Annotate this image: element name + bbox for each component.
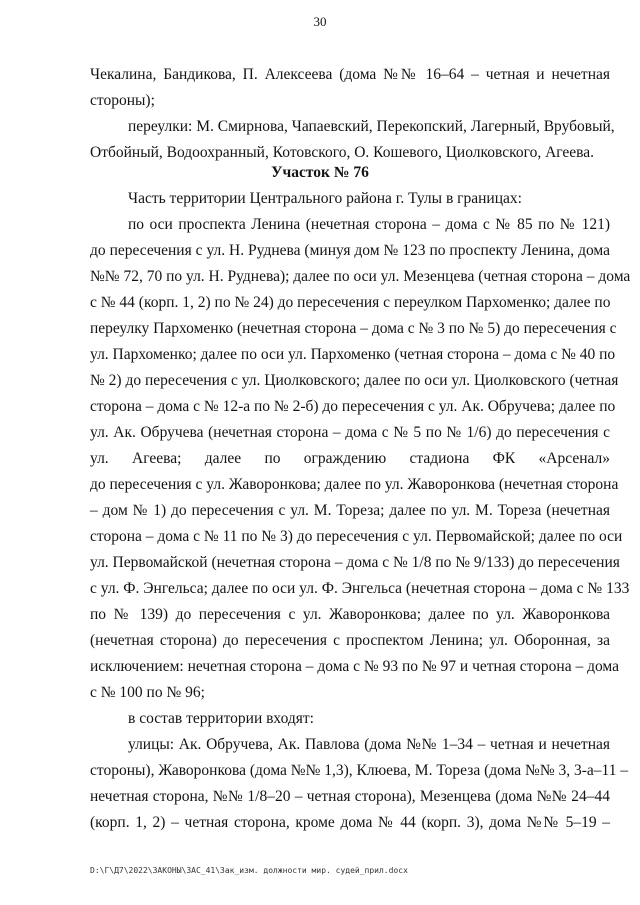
text-line: сторона – дома с № 11 по № 3) до пересечения с ул. Первомайской; далее по оси (90, 528, 623, 545)
text-line: до пересечения с ул. Жаворонкова; далее по ул. Жаворонкова (нечетная сторона (90, 476, 619, 493)
text-line: ул. Ак. Обручева (нечетная сторона – дома с № 5 по № 1/6) до пересечения с (90, 424, 610, 441)
text-line: в состав территории входят: (128, 710, 314, 727)
text-line: нечетная сторона, №№ 1/8–20 – четная сторона), Мезенцева (дома №№ 24–44 (90, 788, 610, 805)
text-line: ул. Агеева; далее по ограждению стадиона ФК «Арсенал» (90, 450, 610, 467)
text-line: №№ 72, 70 по ул. Н. Руднева); далее по оси ул. Мезенцева (четная сторона – дома (90, 268, 631, 285)
section-heading: Участок № 76 (271, 164, 369, 181)
text-line: Чекалина, Бандикова, П. Алексеева (дома №№ 16–64 – четная и нечетная (90, 66, 610, 83)
text-line: ул. Пархоменко; далее по оси ул. Пархоменко (четная сторона – дома с № 40 по (90, 346, 616, 363)
text-line: с № 100 по № 96; (90, 684, 205, 701)
text-line: стороны); (90, 92, 155, 109)
text-line: с ул. Ф. Энгельса; далее по оси ул. Ф. Энгельса (нечетная сторона – дома с № 133 (90, 580, 630, 597)
text-line: Отбойный, Водоохранный, Котовского, О. Кошевого, Циолковского, Агеева. (90, 144, 595, 161)
text-line: – дом № 1) до пересечения с ул. М. Тореза; далее по ул. М. Тореза (нечетная (90, 502, 610, 519)
text-line: сторона – дома с № 12-а по № 2-б) до пересечения с ул. Ак. Обручева; далее по (90, 398, 616, 415)
text-line: стороны), Жаворонкова (дома №№ 1,3), Клюева, М. Тореза (дома №№ 3, 3-а–11 – (90, 762, 629, 779)
text-line: до пересечения с ул. Н. Руднева (минуя дом № 123 по проспекту Ленина, дома (90, 242, 610, 259)
text-line: переулки: М. Смирнова, Чапаевский, Перекопский, Лагерный, Врубовый, (128, 118, 615, 135)
text-line: ул. Первомайской (нечетная сторона – дома с № 1/8 по № 9/133) до пересечения (90, 554, 620, 571)
text-line: Часть территории Центрального района г. Тулы в границах: (128, 190, 522, 207)
text-line: переулку Пархоменко (нечетная сторона – дома с № 3 по № 5) до пересечения с (90, 320, 617, 337)
text-line: № 2) до пересечения с ул. Циолковского; далее по оси ул. Циолковского (четная (90, 372, 619, 389)
text-line: (корп. 1, 2) – четная сторона, кроме дома № 44 (корп. 3), дома №№ 5–19 – (90, 814, 610, 831)
text-line: исключением: нечетная сторона – дома с № 93 по № 97 и четная сторона – дома (90, 658, 619, 675)
text-line: улицы: Ак. Обручева, Ак. Павлова (дома №№ 1–34 – четная и нечетная (128, 736, 610, 753)
text-line: с № 44 (корп. 1, 2) по № 24) до пересечения с переулком Пархоменко; далее по (90, 294, 611, 311)
page-number: 30 (313, 14, 327, 29)
text-line: по оси проспекта Ленина (нечетная сторона – дома с № 85 по № 121) (128, 216, 610, 233)
text-line: по № 139) до пересечения с ул. Жаворонкова; далее по ул. Жаворонкова (90, 606, 610, 623)
text-line: (нечетная сторона) до пересечения с проспектом Ленина; ул. Оборонная, за (90, 632, 610, 649)
footer-file-path: D:\Г\Д7\2022\ЗАКОНЫ\ЗАС_41\Зак_изм. должности мир. судей_прил.docx (90, 866, 408, 875)
